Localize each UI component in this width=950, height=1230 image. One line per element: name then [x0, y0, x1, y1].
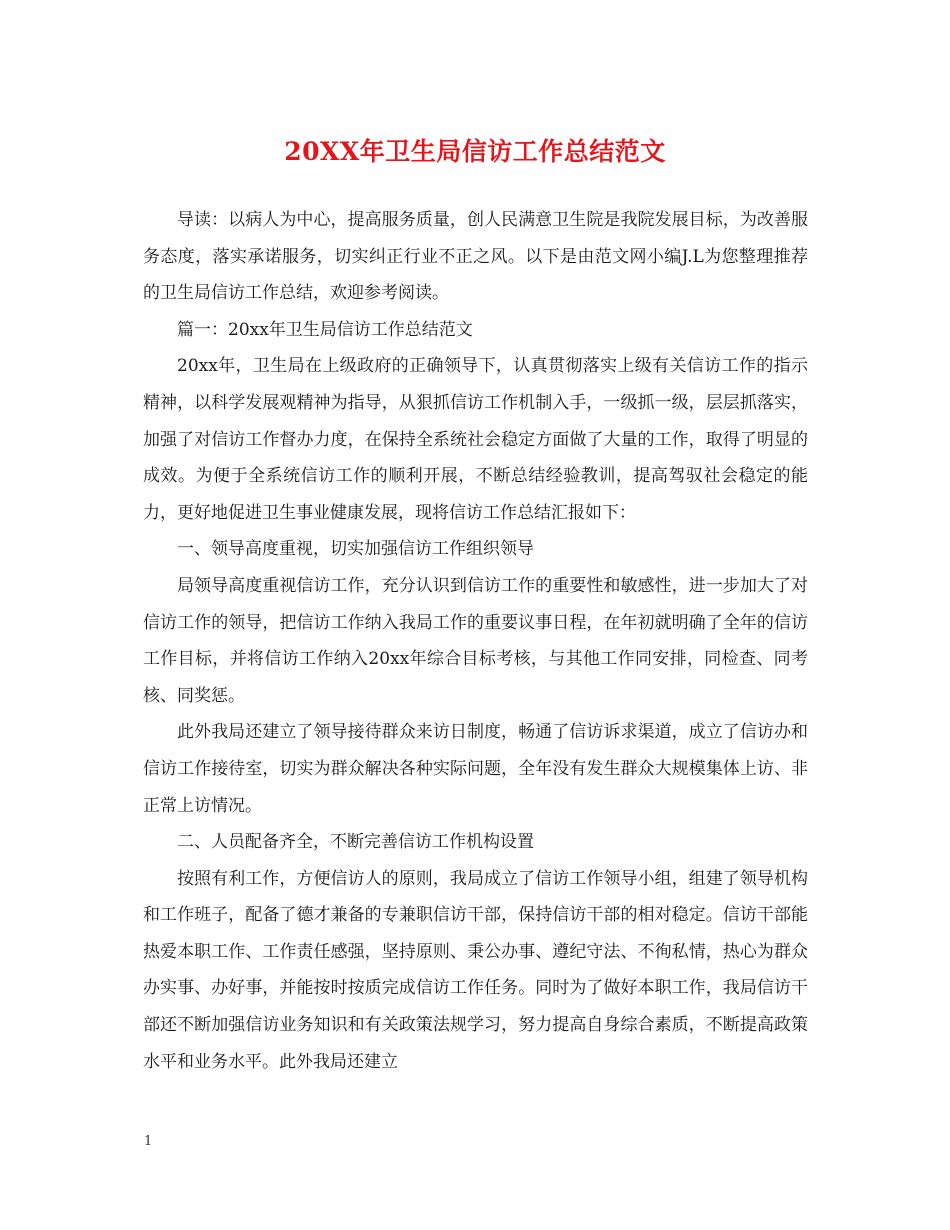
body-paragraph: 此外我局还建立了领导接待群众来访日制度，畅通了信访诉求渠道，成立了信访办和信访工作接待室，切实为群众解决各种实际问题，全年没有发生群众大规模集体上访、非正常上访情况。: [143, 722, 808, 816]
document-body: [143, 202, 808, 1080]
body-paragraph: 局领导高度重视信访工作，充分认识到信访工作的重要性和敏感性，进一步加大了对信访工作的领导，把信访工作纳入我局工作的重要议事日程，在年初就明确了全年的信访工作目标，并将信访工作纳入20xx年综合目标考核，与其他工作同安排，同检查、同考核、同奖惩。: [143, 575, 808, 706]
intro-paragraph: 导读：以病人为中心，提高服务质量，创人民满意卫生院是我院发展目标，为改善服务态度，落实承诺服务，切实纠正行业不正之风。以下是由范文网小编J.L为您整理推荐的卫生局信访工作总结，欢迎参考阅读。: [143, 210, 808, 304]
section-heading-two: 二、人员配备齐全，不断完善信访工作机构设置: [177, 832, 534, 853]
section-heading-part-one: 篇一：20xx年卫生局信访工作总结范文: [177, 319, 473, 340]
body-paragraph: 按照有利工作，方便信访人的原则，我局成立了信访工作领导小组，组建了领导机构和工作班子，配备了德才兼备的专兼职信访干部，保持信访干部的相对稳定。信访干部能热爱本职工作、工作责任感强，坚持原则、秉公办事、遵纪守法、不徇私情，热心为群众办实事、办好事，并能按时按质完成信访工作任务。同时为了做好本职工作，我局信访干部还不断加强信访业务知识和有关政策法规学习，努力提高自身综合素质，不断提高政策水平和业务水平。此外我局还建立: [143, 868, 808, 1072]
page-number: 1: [144, 1134, 153, 1149]
section-heading-one: 一、领导高度重视，切实加强信访工作组织领导: [177, 539, 534, 560]
document-title: 20XX年卫生局信访工作总结范文: [284, 137, 666, 166]
body-paragraph: 20xx年，卫生局在上级政府的正确领导下，认真贯彻落实上级有关信访工作的指示精神，以科学发展观精神为指导，从狠抓信访工作机制入手，一级抓一级，层层抓落实，加强了对信访工作督办力度，在保持全系统社会稳定方面做了大量的工作，取得了明显的成效。为便于全系统信访工作的顺利开展，不断总结经验教训，提高驾驭社会稳定的能力，更好地促进卫生事业健康发展，现将信访工作总结汇报如下：: [143, 356, 808, 523]
